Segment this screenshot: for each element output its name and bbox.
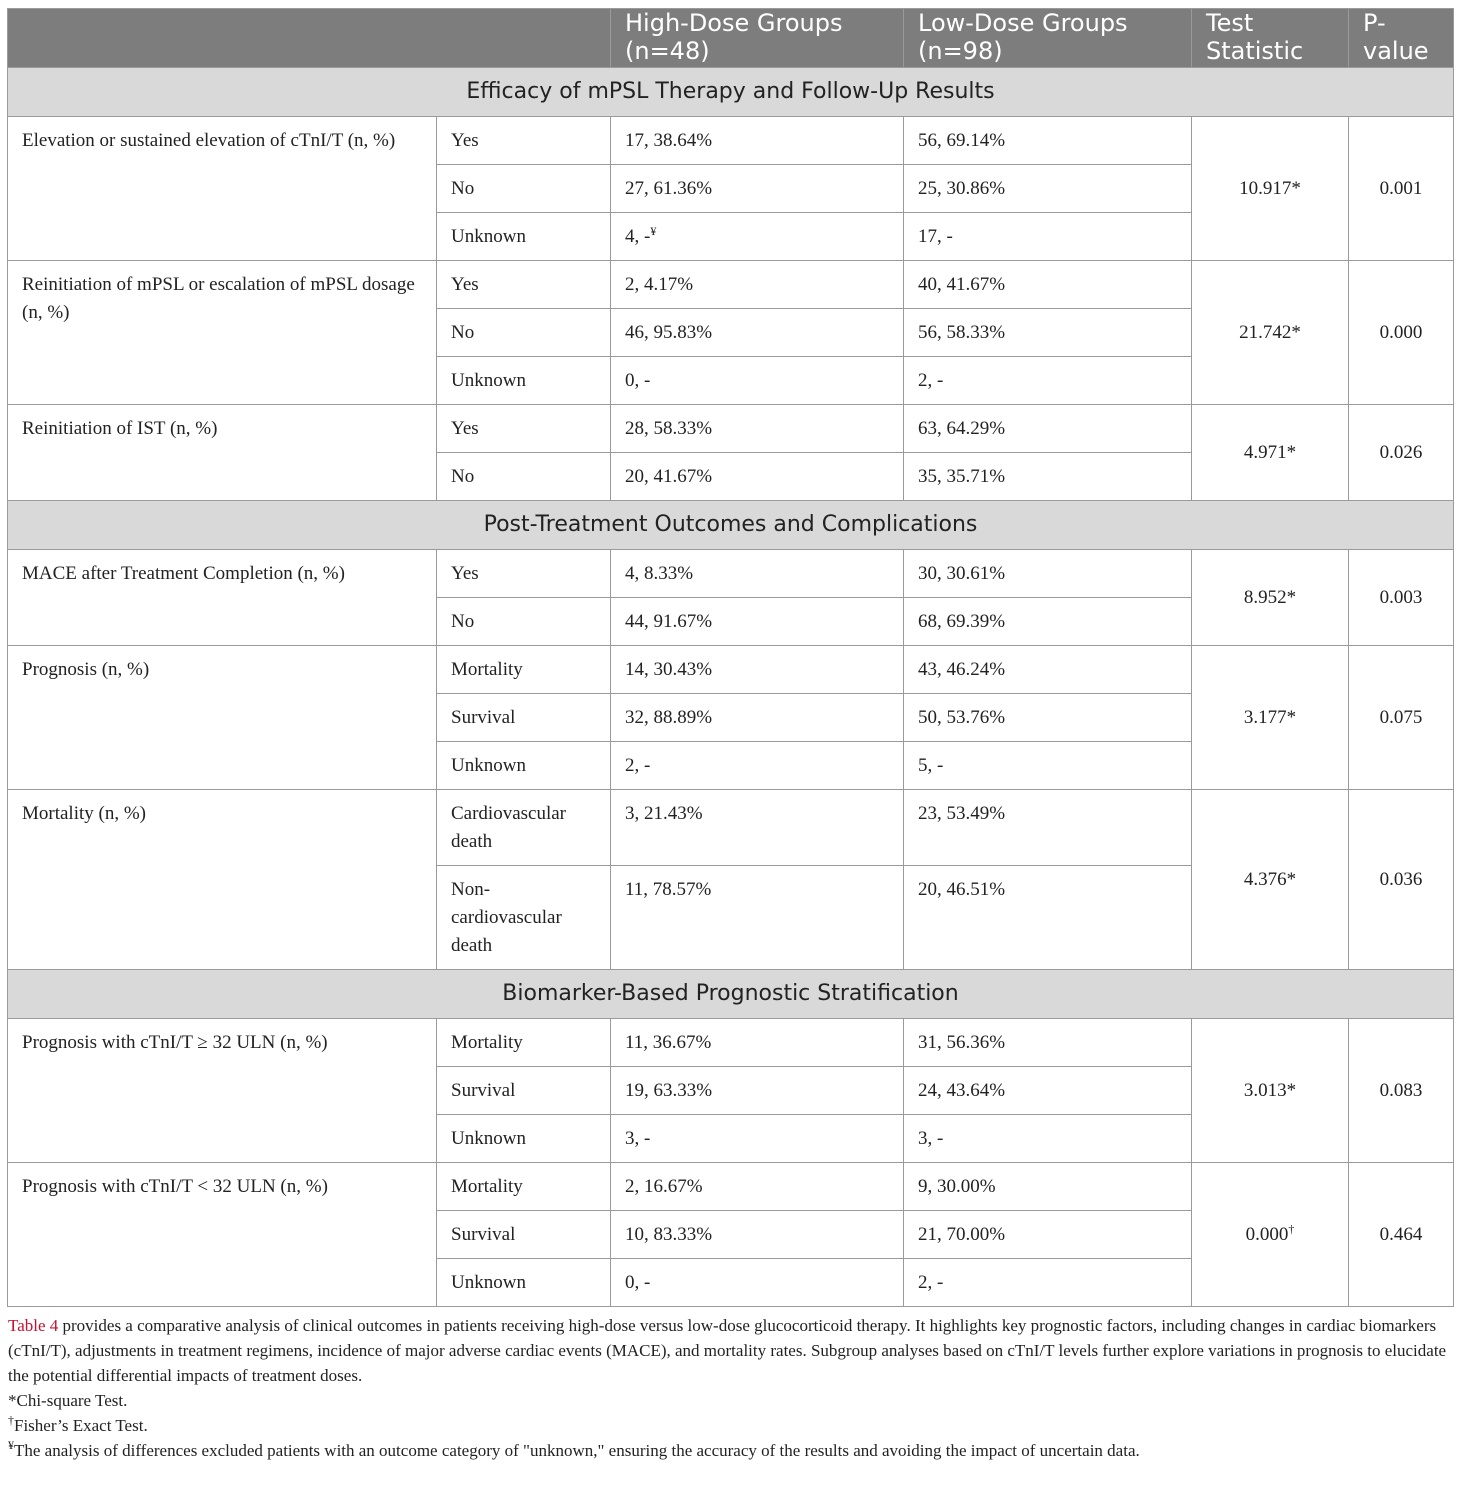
table-row [8, 550, 1454, 598]
table-reference-link[interactable]: Table 4 [8, 1316, 59, 1335]
table-4 [7, 8, 1454, 1307]
category-cell: No [437, 165, 611, 213]
category-cell: Survival [437, 1211, 611, 1259]
table-footnotes [7, 1313, 1453, 1463]
high-dose-cell: 20, 41.67% [611, 453, 904, 501]
p-value-cell: 0.083 [1349, 1019, 1454, 1163]
row-label: MACE after Treatment Completion (n, %) [8, 550, 437, 646]
cell-value: 0.000 [1245, 1223, 1289, 1245]
row-label: Prognosis with cTnI/T ≥ 32 ULN (n, %) [8, 1019, 437, 1163]
low-dose-cell: 68, 69.39% [904, 598, 1192, 646]
test-statistic-cell: 21.742* [1192, 261, 1349, 405]
section-title-outcomes: Post-Treatment Outcomes and Complications [8, 501, 1454, 550]
header-test-statistic: Test Statistic [1192, 9, 1349, 68]
low-dose-cell: 9, 30.00% [904, 1163, 1192, 1211]
category-cell: Yes [437, 550, 611, 598]
row-label: Prognosis with cTnI/T < 32 ULN (n, %) [8, 1163, 437, 1307]
category-cell: Non-cardiovascular death [437, 866, 611, 970]
test-statistic-cell [1192, 1163, 1349, 1307]
high-dose-cell: 0, - [611, 357, 904, 405]
table-row [8, 646, 1454, 694]
high-dose-cell: 19, 63.33% [611, 1067, 904, 1115]
low-dose-cell: 3, - [904, 1115, 1192, 1163]
row-label: Mortality (n, %) [8, 790, 437, 970]
results-table-wrapper [7, 8, 1453, 1463]
low-dose-cell: 31, 56.36% [904, 1019, 1192, 1067]
test-statistic-cell: 4.971* [1192, 405, 1349, 501]
low-dose-cell: 2, - [904, 357, 1192, 405]
test-statistic-cell: 3.013* [1192, 1019, 1349, 1163]
low-dose-cell: 40, 41.67% [904, 261, 1192, 309]
high-dose-cell: 17, 38.64% [611, 117, 904, 165]
high-dose-cell: 4, 8.33% [611, 550, 904, 598]
category-cell: No [437, 598, 611, 646]
p-value-cell: 0.003 [1349, 550, 1454, 646]
footnote-fisher [8, 1413, 1453, 1438]
table-row [8, 261, 1454, 309]
category-cell: Unknown [437, 1115, 611, 1163]
low-dose-cell: 43, 46.24% [904, 646, 1192, 694]
low-dose-cell: 2, - [904, 1259, 1192, 1307]
category-cell: Unknown [437, 742, 611, 790]
section-row [8, 501, 1454, 550]
category-cell: Mortality [437, 1019, 611, 1067]
low-dose-cell: 24, 43.64% [904, 1067, 1192, 1115]
high-dose-cell: 46, 95.83% [611, 309, 904, 357]
footnote-chi-square: *Chi-square Test. [8, 1391, 128, 1410]
cell-value: 4, - [625, 226, 651, 247]
header-low-dose: Low-Dose Groups (n=98) [904, 9, 1192, 68]
test-statistic-cell: 3.177* [1192, 646, 1349, 790]
footnote-text: Fisher’s Exact Test. [14, 1416, 148, 1435]
high-dose-cell: 0, - [611, 1259, 904, 1307]
category-cell: Unknown [437, 213, 611, 261]
section-title-biomarker: Biomarker-Based Prognostic Stratification [8, 970, 1454, 1019]
p-value-cell: 0.036 [1349, 790, 1454, 970]
table-row [8, 790, 1454, 866]
high-dose-cell: 3, 21.43% [611, 790, 904, 866]
header-high-dose: High-Dose Groups (n=48) [611, 9, 904, 68]
row-label: Elevation or sustained elevation of cTnI/T (n, %) [8, 117, 437, 261]
high-dose-cell: 2, - [611, 742, 904, 790]
footnote-marker: † [1288, 1221, 1295, 1236]
low-dose-cell: 23, 53.49% [904, 790, 1192, 866]
footnote-text: The analysis of differences excluded patients with an outcome category of "unknown," ensuring the accuracy of the results and avoiding the impact of uncertain data. [14, 1441, 1140, 1460]
high-dose-cell [611, 213, 904, 261]
high-dose-cell: 3, - [611, 1115, 904, 1163]
p-value-cell: 0.000 [1349, 261, 1454, 405]
high-dose-cell: 11, 78.57% [611, 866, 904, 970]
caption-text: provides a comparative analysis of clinical outcomes in patients receiving high-dose versus low-dose glucocorticoid therapy. It highlights key prognostic factors, including changes in cardiac biomarkers (cTnI/T), adjustments in treatment regimens, incidence of major adverse cardiac events (MACE), and mortality rates. Subgroup analyses based on cTnI/T levels further explore variations in prognosis to elucidate the potential differential impacts of treatment doses. [8, 1316, 1447, 1385]
category-cell: Unknown [437, 357, 611, 405]
section-row [8, 68, 1454, 117]
section-row [8, 970, 1454, 1019]
category-cell: No [437, 309, 611, 357]
low-dose-cell: 20, 46.51% [904, 866, 1192, 970]
category-cell: No [437, 453, 611, 501]
high-dose-cell: 11, 36.67% [611, 1019, 904, 1067]
category-cell: Mortality [437, 646, 611, 694]
low-dose-cell: 17, - [904, 213, 1192, 261]
category-cell: Survival [437, 694, 611, 742]
header-blank [8, 9, 611, 68]
low-dose-cell: 63, 64.29% [904, 405, 1192, 453]
table-header-row [8, 9, 1454, 68]
category-cell: Yes [437, 405, 611, 453]
category-cell: Cardiovascular death [437, 790, 611, 866]
low-dose-cell: 56, 69.14% [904, 117, 1192, 165]
high-dose-cell: 28, 58.33% [611, 405, 904, 453]
category-cell: Mortality [437, 1163, 611, 1211]
section-title-efficacy: Efficacy of mPSL Therapy and Follow-Up Results [8, 68, 1454, 117]
table-row [8, 405, 1454, 453]
p-value-cell: 0.026 [1349, 405, 1454, 501]
p-value-cell: 0.464 [1349, 1163, 1454, 1307]
p-value-cell: 0.001 [1349, 117, 1454, 261]
table-row [8, 1019, 1454, 1067]
high-dose-cell: 32, 88.89% [611, 694, 904, 742]
low-dose-cell: 21, 70.00% [904, 1211, 1192, 1259]
row-label: Prognosis (n, %) [8, 646, 437, 790]
high-dose-cell: 44, 91.67% [611, 598, 904, 646]
table-row [8, 117, 1454, 165]
row-label: Reinitiation of IST (n, %) [8, 405, 437, 501]
footnote-unknown [8, 1438, 1453, 1463]
header-p-value: P-value [1349, 9, 1454, 68]
low-dose-cell: 30, 30.61% [904, 550, 1192, 598]
table-row [8, 1163, 1454, 1211]
high-dose-cell: 2, 16.67% [611, 1163, 904, 1211]
category-cell: Survival [437, 1067, 611, 1115]
category-cell: Unknown [437, 1259, 611, 1307]
p-value-cell: 0.075 [1349, 646, 1454, 790]
low-dose-cell: 56, 58.33% [904, 309, 1192, 357]
test-statistic-cell: 4.376* [1192, 790, 1349, 970]
category-cell: Yes [437, 117, 611, 165]
test-statistic-cell: 8.952* [1192, 550, 1349, 646]
high-dose-cell: 27, 61.36% [611, 165, 904, 213]
low-dose-cell: 50, 53.76% [904, 694, 1192, 742]
footnote-marker: ¥ [650, 224, 657, 238]
table-caption [8, 1313, 1453, 1388]
test-statistic-cell: 10.917* [1192, 117, 1349, 261]
footnote-symbol: ¥ [8, 1438, 14, 1452]
category-cell: Yes [437, 261, 611, 309]
footnote-symbol: † [8, 1413, 14, 1427]
low-dose-cell: 5, - [904, 742, 1192, 790]
low-dose-cell: 25, 30.86% [904, 165, 1192, 213]
high-dose-cell: 2, 4.17% [611, 261, 904, 309]
high-dose-cell: 14, 30.43% [611, 646, 904, 694]
row-label: Reinitiation of mPSL or escalation of mPSL dosage (n, %) [8, 261, 437, 405]
low-dose-cell: 35, 35.71% [904, 453, 1192, 501]
high-dose-cell: 10, 83.33% [611, 1211, 904, 1259]
